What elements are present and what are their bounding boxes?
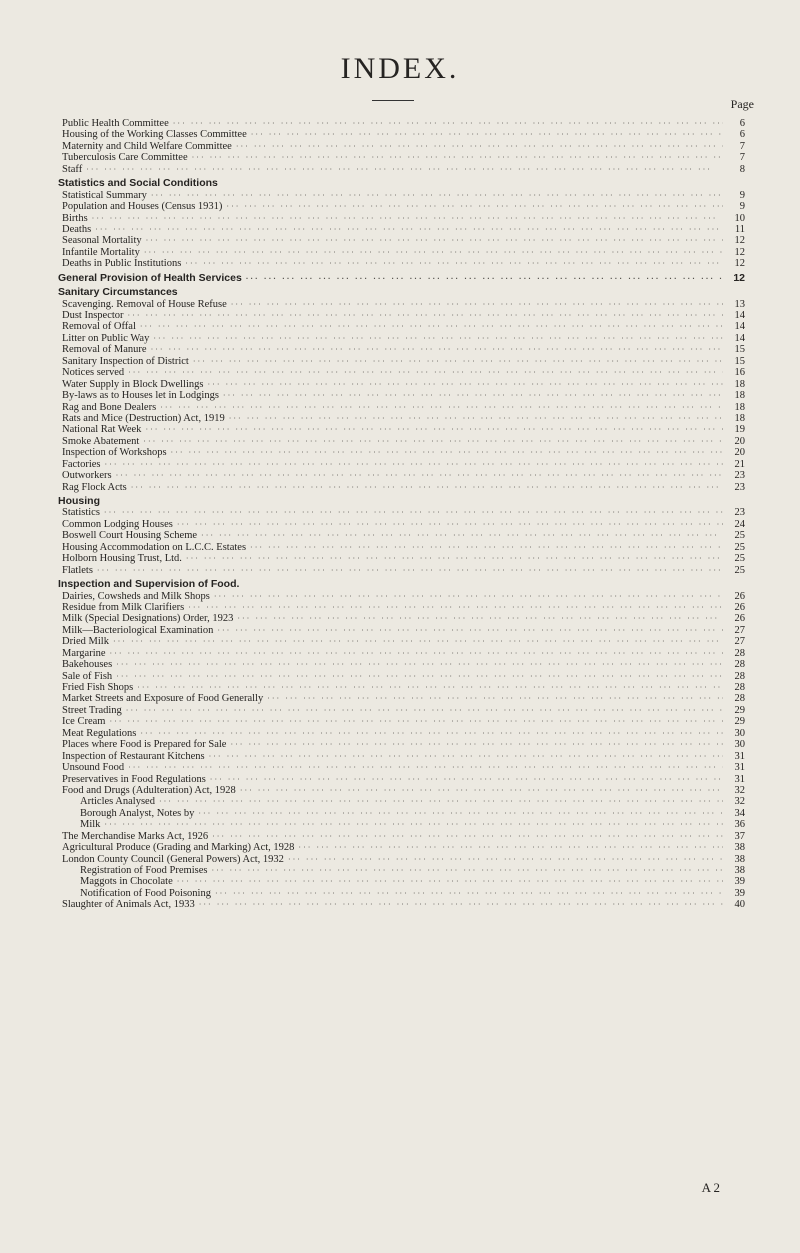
leader-dots bbox=[188, 152, 723, 163]
leader-dots bbox=[205, 751, 723, 762]
page-title: INDEX. bbox=[340, 52, 460, 85]
entry-title: Meat Regulations bbox=[62, 727, 137, 739]
index-entry bbox=[0, 876, 800, 887]
entry-title: Statistics bbox=[62, 507, 100, 519]
leader-dots bbox=[246, 542, 723, 553]
leader-dots bbox=[142, 235, 723, 246]
entry-title: Registration of Food Premises bbox=[80, 865, 208, 876]
entry-title: Milk—Bacteriological Examination bbox=[62, 624, 214, 636]
leader-dots bbox=[173, 876, 723, 887]
index-entry bbox=[0, 625, 800, 636]
leader-dots bbox=[184, 602, 723, 613]
entry-page-number: 11 bbox=[734, 223, 745, 235]
entry-title: Tuberculosis Care Committee bbox=[62, 152, 188, 164]
entry-title: Flatlets bbox=[62, 564, 93, 576]
entry-page-number: 18 bbox=[734, 412, 745, 424]
entry-title: Housing of the Working Classes Committee bbox=[62, 129, 247, 141]
index-entry bbox=[0, 379, 800, 390]
entry-title: By-laws as to Houses let in Lodgings bbox=[62, 390, 219, 402]
entry-title: General Provision of Health Services bbox=[58, 271, 242, 284]
entry-page-number: 25 bbox=[734, 553, 745, 565]
leader-dots bbox=[122, 705, 723, 716]
leader-dots bbox=[105, 716, 723, 727]
leader-dots bbox=[213, 625, 723, 636]
entry-page-number: 40 bbox=[734, 899, 745, 911]
index-entry bbox=[0, 321, 800, 332]
entry-page-number: 12 bbox=[734, 246, 745, 258]
entry-title: Notices served bbox=[62, 367, 125, 379]
leader-dots bbox=[88, 213, 723, 224]
index-list bbox=[0, 118, 800, 911]
entry-page-number: 34 bbox=[734, 807, 745, 819]
index-entry bbox=[0, 671, 800, 682]
leader-dots bbox=[155, 796, 723, 807]
leader-dots bbox=[189, 356, 723, 367]
entry-title: Market Streets and Exposure of Food Generally bbox=[62, 693, 264, 705]
index-entry bbox=[0, 796, 800, 807]
index-entry bbox=[0, 659, 800, 670]
leader-dots bbox=[147, 190, 723, 201]
entry-page-number: 10 bbox=[734, 212, 745, 224]
entry-page-number: 24 bbox=[734, 518, 745, 530]
entry-page-number: 25 bbox=[734, 541, 745, 553]
leader-dots bbox=[197, 530, 723, 541]
entry-page-number: 7 bbox=[739, 140, 745, 152]
index-entry bbox=[0, 447, 800, 458]
leader-dots bbox=[225, 413, 723, 424]
entry-title: Agricultural Produce (Grading and Marking) Act, 1928 bbox=[62, 842, 295, 854]
entry-title: Inspection and Supervision of Food. bbox=[58, 578, 240, 591]
index-entry bbox=[0, 553, 800, 564]
entry-page-number: 12 bbox=[734, 258, 745, 270]
leader-dots bbox=[124, 310, 723, 321]
index-entry bbox=[0, 565, 800, 576]
entry-title: Sale of Fish bbox=[62, 670, 113, 682]
entry-page-number: 18 bbox=[734, 378, 745, 390]
entry-title: Holborn Housing Trust, Ltd. bbox=[62, 553, 182, 565]
leader-dots bbox=[140, 247, 723, 258]
entry-title: Population and Houses (Census 1931) bbox=[62, 201, 223, 213]
entry-page-number: 19 bbox=[734, 424, 745, 436]
page-column-header: Page bbox=[730, 97, 754, 111]
index-entry bbox=[0, 842, 800, 853]
entry-page-number: 38 bbox=[734, 853, 745, 865]
entry-title: Fried Fish Shops bbox=[62, 682, 134, 693]
leader-dots bbox=[206, 774, 723, 785]
index-entry bbox=[0, 235, 800, 246]
index-entry bbox=[0, 190, 800, 201]
index-entry bbox=[0, 705, 800, 716]
entry-title: Maggots in Chocolate bbox=[80, 876, 173, 888]
entry-page-number: 15 bbox=[734, 344, 745, 356]
leader-dots bbox=[124, 367, 723, 378]
index-entry bbox=[0, 459, 800, 470]
index-section-heading bbox=[0, 273, 800, 284]
entry-title: Residue from Milk Clarifiers bbox=[62, 601, 185, 613]
index-entry bbox=[0, 129, 800, 140]
entry-page-number: 23 bbox=[734, 470, 745, 482]
index-entry bbox=[0, 164, 800, 175]
entry-title: Infantile Mortality bbox=[62, 246, 140, 258]
index-entry bbox=[0, 367, 800, 378]
leader-dots bbox=[236, 785, 723, 796]
leader-dots bbox=[112, 671, 723, 682]
leader-dots bbox=[211, 888, 723, 899]
entry-page-number: 31 bbox=[734, 762, 745, 774]
index-entry bbox=[0, 693, 800, 704]
leader-dots bbox=[136, 321, 723, 332]
entry-title: Street Trading bbox=[62, 704, 122, 716]
entry-title: Margarine bbox=[62, 647, 106, 659]
leader-dots bbox=[93, 565, 723, 576]
index-entry bbox=[0, 213, 800, 224]
entry-title: Notification of Food Poisoning bbox=[80, 887, 211, 899]
leader-dots bbox=[149, 333, 723, 344]
entry-page-number: 20 bbox=[734, 447, 745, 459]
index-entry bbox=[0, 751, 800, 762]
leader-dots bbox=[284, 854, 723, 865]
index-entry bbox=[0, 118, 800, 129]
index-entry bbox=[0, 808, 800, 819]
index-entry bbox=[0, 785, 800, 796]
index-entry bbox=[0, 831, 800, 842]
index-entry bbox=[0, 507, 800, 518]
index-section-heading bbox=[0, 496, 800, 507]
entry-page-number: 30 bbox=[734, 727, 745, 739]
entry-page-number: 26 bbox=[734, 590, 745, 602]
title-rule bbox=[372, 100, 414, 101]
entry-title: Dairies, Cowsheds and Milk Shops bbox=[62, 590, 210, 602]
leader-dots bbox=[222, 201, 723, 212]
signature-mark: A 2 bbox=[701, 1180, 720, 1195]
leader-dots bbox=[100, 507, 723, 518]
entry-page-number: 18 bbox=[734, 401, 745, 413]
leader-dots bbox=[203, 379, 723, 390]
entry-page-number: 20 bbox=[734, 435, 745, 447]
leader-dots bbox=[133, 682, 723, 693]
entry-title: Boswell Court Housing Scheme bbox=[62, 530, 198, 542]
index-entry bbox=[0, 519, 800, 530]
leader-dots bbox=[233, 613, 723, 624]
entry-page-number: 36 bbox=[734, 819, 745, 831]
leader-dots bbox=[294, 842, 723, 853]
entry-title: Ice Cream bbox=[62, 716, 106, 728]
leader-dots bbox=[100, 819, 723, 830]
index-entry bbox=[0, 774, 800, 785]
index-entry bbox=[0, 865, 800, 876]
entry-title: Milk (Special Designations) Order, 1923 bbox=[62, 613, 234, 625]
entry-page-number: 29 bbox=[734, 704, 745, 716]
index-entry bbox=[0, 333, 800, 344]
index-entry bbox=[0, 152, 800, 163]
entry-page-number: 9 bbox=[739, 201, 745, 213]
entry-title: Unsound Food bbox=[62, 762, 125, 774]
entry-title: Rats and Mice (Destruction) Act, 1919 bbox=[62, 412, 225, 424]
entry-title: Rag and Bone Dealers bbox=[62, 401, 157, 413]
entry-title: Borough Analyst, Notes by bbox=[80, 807, 195, 819]
entry-page-number: 27 bbox=[734, 636, 745, 648]
entry-title: Inspection of Workshops bbox=[62, 447, 167, 459]
entry-page-number: 29 bbox=[734, 716, 745, 728]
index-entry bbox=[0, 470, 800, 481]
entry-title: Dried Milk bbox=[62, 636, 109, 648]
leader-dots bbox=[112, 470, 723, 481]
index-entry bbox=[0, 141, 800, 152]
index-section-heading bbox=[0, 287, 800, 298]
entry-title: Smoke Abatement bbox=[62, 435, 140, 447]
index-entry bbox=[0, 716, 800, 727]
index-entry bbox=[0, 247, 800, 258]
entry-title: Public Health Committee bbox=[62, 118, 169, 129]
entry-page-number: 23 bbox=[734, 481, 745, 493]
entry-page-number: 21 bbox=[734, 458, 745, 470]
index-entry bbox=[0, 530, 800, 541]
index-entry bbox=[0, 344, 800, 355]
entry-page-number: 26 bbox=[734, 613, 745, 625]
leader-dots bbox=[207, 865, 723, 876]
entry-title: Water Supply in Block Dwellings bbox=[62, 378, 204, 390]
leader-dots bbox=[156, 402, 723, 413]
index-entry bbox=[0, 424, 800, 435]
entry-title: Maternity and Child Welfare Committee bbox=[62, 140, 232, 152]
entry-title: Scavenging. Removal of House Refuse bbox=[62, 298, 227, 310]
index-entry bbox=[0, 613, 800, 624]
entry-page-number: 28 bbox=[734, 670, 745, 682]
entry-page-number: 39 bbox=[734, 876, 745, 888]
entry-page-number: 16 bbox=[734, 367, 745, 379]
entry-title: Articles Analysed bbox=[80, 796, 155, 808]
leader-dots bbox=[219, 390, 723, 401]
entry-title: Places where Food is Prepared for Sale bbox=[62, 739, 227, 751]
leader-dots bbox=[124, 762, 723, 773]
leader-dots bbox=[167, 447, 723, 458]
index-entry bbox=[0, 899, 800, 910]
index-entry bbox=[0, 542, 800, 553]
entry-title: The Merchandise Marks Act, 1926 bbox=[62, 830, 209, 842]
entry-title: Seasonal Mortality bbox=[62, 235, 142, 247]
entry-page-number: 28 bbox=[734, 682, 745, 693]
entry-title: Sanitary Circumstances bbox=[58, 286, 178, 299]
leader-dots bbox=[242, 273, 723, 284]
leader-dots bbox=[139, 436, 723, 447]
entry-title: Food and Drugs (Adulteration) Act, 1928 bbox=[62, 784, 236, 796]
index-entry bbox=[0, 602, 800, 613]
index-entry bbox=[0, 636, 800, 647]
leader-dots bbox=[169, 118, 723, 129]
entry-page-number: 8 bbox=[739, 163, 745, 175]
entry-page-number: 32 bbox=[734, 784, 745, 796]
leader-dots bbox=[226, 739, 723, 750]
index-entry bbox=[0, 299, 800, 310]
leader-dots bbox=[82, 164, 723, 175]
entry-page-number: 13 bbox=[734, 298, 745, 310]
entry-page-number: 38 bbox=[734, 865, 745, 876]
entry-page-number: 25 bbox=[734, 564, 745, 576]
entry-title: Factories bbox=[62, 458, 101, 470]
entry-page-number: 32 bbox=[734, 796, 745, 808]
entry-page-number: 23 bbox=[734, 507, 745, 519]
entry-page-number: 28 bbox=[734, 659, 745, 671]
entry-title: Inspection of Restaurant Kitchens bbox=[62, 750, 205, 762]
entry-page-number: 38 bbox=[734, 842, 745, 854]
index-entry bbox=[0, 390, 800, 401]
entry-page-number: 15 bbox=[734, 355, 745, 367]
entry-page-number: 9 bbox=[739, 189, 745, 201]
entry-page-number: 31 bbox=[734, 750, 745, 762]
index-entry bbox=[0, 854, 800, 865]
index-entry bbox=[0, 224, 800, 235]
entry-title: Statistical Summary bbox=[62, 189, 147, 201]
index-entry bbox=[0, 413, 800, 424]
entry-page-number: 18 bbox=[734, 390, 745, 402]
leader-dots bbox=[136, 728, 723, 739]
entry-title: Milk bbox=[80, 819, 101, 831]
index-entry bbox=[0, 310, 800, 321]
index-entry bbox=[0, 682, 800, 693]
entry-title: Statistics and Social Conditions bbox=[58, 177, 218, 190]
entry-page-number: 25 bbox=[734, 530, 745, 542]
index-entry bbox=[0, 762, 800, 773]
entry-title: Removal of Manure bbox=[62, 344, 147, 356]
entry-title: Housing bbox=[58, 495, 100, 507]
index-entry bbox=[0, 482, 800, 493]
index-entry bbox=[0, 436, 800, 447]
index-entry bbox=[0, 402, 800, 413]
leader-dots bbox=[182, 553, 723, 564]
index-entry bbox=[0, 888, 800, 899]
entry-page-number: 39 bbox=[734, 887, 745, 899]
leader-dots bbox=[109, 636, 723, 647]
index-entry bbox=[0, 591, 800, 602]
index-entry bbox=[0, 258, 800, 269]
entry-title: National Rat Week bbox=[62, 424, 142, 436]
index-entry bbox=[0, 356, 800, 367]
entry-title: Staff bbox=[62, 163, 83, 175]
entry-title: Removal of Offal bbox=[62, 321, 136, 333]
entry-page-number: 26 bbox=[734, 601, 745, 613]
leader-dots bbox=[127, 482, 723, 493]
index-entry bbox=[0, 201, 800, 212]
leader-dots bbox=[208, 831, 723, 842]
leader-dots bbox=[263, 693, 723, 704]
entry-title: Common Lodging Houses bbox=[62, 518, 173, 530]
leader-dots bbox=[147, 344, 723, 355]
entry-page-number: 28 bbox=[734, 647, 745, 659]
leader-dots bbox=[91, 224, 723, 235]
entry-title: Slaughter of Animals Act, 1933 bbox=[62, 899, 195, 911]
leader-dots bbox=[210, 591, 723, 602]
leader-dots bbox=[194, 808, 723, 819]
leader-dots bbox=[141, 424, 723, 435]
leader-dots bbox=[101, 459, 724, 470]
entry-page-number: 37 bbox=[734, 830, 745, 842]
entry-title: Outworkers bbox=[62, 470, 112, 482]
entry-title: Rag Flock Acts bbox=[62, 481, 127, 493]
entry-page-number: 14 bbox=[734, 310, 745, 321]
index-section-heading bbox=[0, 579, 800, 590]
leader-dots bbox=[247, 129, 723, 140]
entry-title: Sanitary Inspection of District bbox=[62, 355, 189, 367]
entry-page-number: 27 bbox=[734, 624, 745, 636]
leader-dots bbox=[106, 648, 723, 659]
entry-title: Deaths bbox=[62, 223, 92, 235]
leader-dots bbox=[227, 299, 723, 310]
entry-page-number: 31 bbox=[734, 773, 745, 785]
entry-title: Bakehouses bbox=[62, 659, 113, 671]
entry-title: Litter on Public Way bbox=[62, 332, 150, 344]
leader-dots bbox=[181, 258, 723, 269]
entry-page-number: 14 bbox=[734, 332, 745, 344]
entry-title: Dust Inspector bbox=[62, 310, 124, 321]
leader-dots bbox=[112, 659, 723, 670]
entry-title: Housing Accommodation on L.C.C. Estates bbox=[62, 541, 247, 553]
entry-page-number: 28 bbox=[734, 693, 745, 705]
entry-page-number: 12 bbox=[733, 271, 745, 284]
entry-title: London County Council (General Powers) Act, 1932 bbox=[62, 853, 284, 865]
entry-page-number: 14 bbox=[734, 321, 745, 333]
index-entry bbox=[0, 739, 800, 750]
leader-dots bbox=[173, 519, 723, 530]
leader-dots bbox=[232, 141, 723, 152]
entry-page-number: 12 bbox=[734, 235, 745, 247]
entry-page-number: 7 bbox=[739, 152, 745, 164]
index-entry bbox=[0, 648, 800, 659]
entry-title: Births bbox=[62, 212, 88, 224]
entry-page-number: 6 bbox=[739, 118, 745, 129]
index-entry bbox=[0, 728, 800, 739]
entry-page-number: 30 bbox=[734, 739, 745, 751]
entry-page-number: 6 bbox=[739, 129, 745, 141]
index-section-heading bbox=[0, 178, 800, 189]
entry-title: Deaths in Public Institutions bbox=[62, 258, 182, 270]
index-entry bbox=[0, 819, 800, 830]
entry-title: Preservatives in Food Regulations bbox=[62, 773, 206, 785]
leader-dots bbox=[195, 899, 723, 910]
